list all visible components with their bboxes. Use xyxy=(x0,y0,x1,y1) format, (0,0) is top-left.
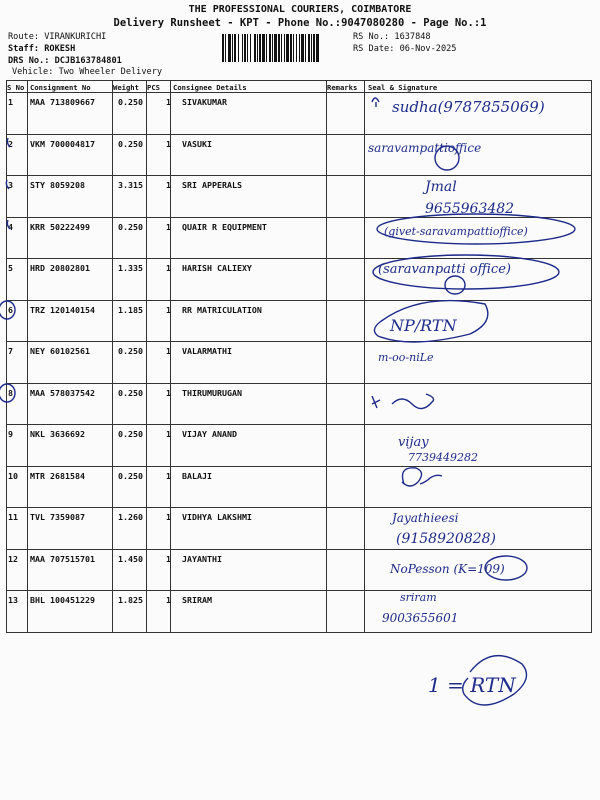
vehicle-label: Vehicle: Two Wheeler Delivery xyxy=(12,67,163,77)
cell-consignment: VKM 700004817 xyxy=(30,138,95,149)
barcode-bar xyxy=(290,34,292,62)
cell-consignee: JAYANTHI xyxy=(182,553,222,564)
row-divider xyxy=(6,549,592,550)
col-header-seal: Seal & Signature xyxy=(368,83,438,92)
cell-consignee: THIRUMURUGAN xyxy=(182,387,242,398)
footer-rtn-circle xyxy=(463,656,527,705)
cell-consignment: MAA 707515701 xyxy=(30,553,95,564)
route-label: Route: VIRANKURICHI xyxy=(8,32,107,42)
signature-3-phone: 9655963482 xyxy=(425,201,515,217)
company-name: THE PROFESSIONAL COURIERS, COIMBATORE xyxy=(188,4,412,15)
signature-2: saravampattioffice xyxy=(368,141,482,155)
row-divider xyxy=(6,466,592,467)
col-header-consignment: Consignment No xyxy=(30,83,91,92)
cell-sno: 9 xyxy=(8,429,13,439)
barcode-bar xyxy=(269,34,271,62)
cell-consignment: MTR 2681584 xyxy=(30,470,85,481)
cell-pcs: 1 xyxy=(166,263,171,273)
signature-4: (givet-saravampattioffice) xyxy=(384,225,528,238)
cell-consignee: SIVAKUMAR xyxy=(182,97,227,107)
cell-consignment: KRR 50222499 xyxy=(30,221,90,232)
cell-sno: 7 xyxy=(8,346,13,356)
barcode-bar xyxy=(284,34,285,62)
cell-consignment: TVL 7359087 xyxy=(30,512,85,522)
signature-12: NoPesson (K=109) xyxy=(390,562,505,576)
barcode-bar xyxy=(238,34,239,62)
row-divider xyxy=(6,175,592,176)
cell-consignee: SRI APPERALS xyxy=(182,180,242,190)
barcode-bar xyxy=(225,34,226,62)
signature-1: sudha(9787855069) xyxy=(392,98,545,116)
runsheet-table xyxy=(6,80,592,632)
col-header-consignee: Consignee Details xyxy=(173,83,247,92)
col-header-weight: Weight xyxy=(113,83,139,92)
signature-11-phone: (9158920828) xyxy=(396,531,496,547)
cell-pcs: 1 xyxy=(166,221,171,232)
cell-consignment: TRZ 120140154 xyxy=(30,304,95,315)
row-divider xyxy=(6,341,592,342)
cell-weight: 1.335 xyxy=(118,263,143,273)
cell-consignee: QUAIR R EQUIPMENT xyxy=(182,221,267,232)
row-divider xyxy=(6,632,592,633)
signature-3-name: Jmal xyxy=(425,179,457,195)
cell-pcs: 1 xyxy=(166,138,171,149)
barcode-bar xyxy=(242,34,243,62)
runsheet-title: Delivery Runsheet - KPT - Phone No.:9047080280 - Page No.:1 xyxy=(113,17,487,29)
cell-weight: 0.250 xyxy=(118,429,143,439)
row-divider xyxy=(6,134,592,135)
cell-pcs: 1 xyxy=(166,470,171,481)
cell-weight: 1.185 xyxy=(118,304,143,315)
row-divider xyxy=(6,217,592,218)
cell-weight: 0.250 xyxy=(118,346,143,356)
cell-sno: 11 xyxy=(8,512,18,522)
signature-5: (saravanpatti office) xyxy=(378,262,511,277)
barcode-bar xyxy=(296,34,297,62)
cell-sno: 1 xyxy=(8,97,13,107)
barcode-bar xyxy=(305,34,306,62)
cell-pcs: 1 xyxy=(166,304,171,315)
cell-weight: 3.315 xyxy=(118,180,143,190)
cell-consignee: VALARMATHI xyxy=(182,346,232,356)
cell-consignment: MAA 578037542 xyxy=(30,387,95,398)
cell-weight: 0.250 xyxy=(118,387,143,398)
row-divider xyxy=(6,424,592,425)
cell-weight: 0.250 xyxy=(118,97,143,107)
signature-9-name: vijay xyxy=(398,435,429,450)
cell-weight: 1.450 xyxy=(118,553,143,564)
cell-sno: 5 xyxy=(8,263,13,273)
signature-13-phone: 9003655601 xyxy=(382,611,459,625)
cell-pcs: 1 xyxy=(166,346,171,356)
cell-sno: 4 xyxy=(8,221,13,232)
signature-6: NP/RTN xyxy=(390,316,457,335)
barcode-bar xyxy=(257,34,258,62)
col-header-pcs: PCS xyxy=(147,83,160,92)
rs-number: RS No.: 1637848 xyxy=(353,32,431,42)
cell-pcs: 1 xyxy=(166,180,171,190)
barcode-bar xyxy=(286,34,289,62)
cell-consignment: NEY 60102561 xyxy=(30,346,90,356)
signature-9-phone: 7739449282 xyxy=(408,451,478,464)
row-divider xyxy=(6,590,592,591)
barcode-bar xyxy=(272,34,273,62)
cell-consignee: SRIRAM xyxy=(182,595,212,605)
barcode-bar xyxy=(274,34,277,62)
barcode-bar xyxy=(313,34,315,62)
cell-consignment: NKL 3636692 xyxy=(30,429,85,439)
cell-sno: 12 xyxy=(8,553,18,564)
cell-consignment: HRD 20802801 xyxy=(30,263,90,273)
barcode-bar xyxy=(244,34,246,62)
cell-pcs: 1 xyxy=(166,429,171,439)
signature-11-name: Jayathieesi xyxy=(392,511,459,525)
barcode-bar xyxy=(316,34,319,62)
cell-consignee: BALAJI xyxy=(182,470,212,481)
cell-weight: 0.250 xyxy=(118,138,143,149)
cell-consignee: VASUKI xyxy=(182,138,212,149)
barcode-bar xyxy=(262,34,265,62)
row-divider xyxy=(6,383,592,384)
cell-pcs: 1 xyxy=(166,595,171,605)
barcode-bar xyxy=(278,34,280,62)
barcode-bar xyxy=(250,34,251,62)
cell-consignment: BHL 100451229 xyxy=(30,595,95,605)
row-divider xyxy=(6,507,592,508)
cell-consignment: STY 8059208 xyxy=(30,180,85,190)
barcode-bar xyxy=(259,34,261,62)
barcode-bar xyxy=(222,34,224,62)
cell-weight: 1.260 xyxy=(118,512,143,522)
barcode-bar xyxy=(299,34,300,62)
barcode-bar xyxy=(311,34,312,62)
cell-sno: 2 xyxy=(8,138,13,149)
cell-consignment: MAA 713809667 xyxy=(30,97,95,107)
barcode-bar xyxy=(247,34,248,62)
row-divider xyxy=(6,300,592,301)
cell-sno: 3 xyxy=(8,180,13,190)
cell-sno: 13 xyxy=(8,595,18,605)
signature-13-name: sriram xyxy=(400,591,437,604)
barcode-bar xyxy=(228,34,231,62)
drs-number: DRS No.: DCJB163784801 xyxy=(8,56,122,66)
cell-consignee: VIJAY ANAND xyxy=(182,429,237,439)
row-divider xyxy=(6,258,592,259)
cell-weight: 0.250 xyxy=(118,470,143,481)
rs-date: RS Date: 06-Nov-2025 xyxy=(353,44,457,54)
barcode-bar xyxy=(266,34,267,62)
cell-sno: 6 xyxy=(8,304,13,315)
cell-sno: 10 xyxy=(8,470,18,481)
signature-7: m-oo-niLe xyxy=(378,351,434,364)
cell-pcs: 1 xyxy=(166,512,171,522)
cell-consignee: HARISH CALIEXY xyxy=(182,263,252,273)
barcode-bar xyxy=(234,34,236,62)
cell-sno: 8 xyxy=(8,387,13,398)
cell-weight: 1.825 xyxy=(118,595,143,605)
col-header-sno: S No xyxy=(7,83,25,92)
cell-consignee: RR MATRICULATION xyxy=(182,304,262,315)
col-header-remarks: Remarks xyxy=(327,83,358,92)
barcode-bar xyxy=(281,34,282,62)
barcode-bar xyxy=(308,34,310,62)
barcode-bar xyxy=(293,34,294,62)
cell-consignee: VIDHYA LAKSHMI xyxy=(182,512,252,522)
cell-pcs: 1 xyxy=(166,387,171,398)
cell-weight: 0.250 xyxy=(118,221,143,232)
staff-label: Staff: ROKESH xyxy=(8,44,76,54)
barcode-bar xyxy=(301,34,304,62)
barcode-bar xyxy=(232,34,233,62)
barcode-bar xyxy=(254,34,256,62)
cell-pcs: 1 xyxy=(166,553,171,564)
barcode-image xyxy=(222,34,348,62)
cell-pcs: 1 xyxy=(166,97,171,107)
footer-rtn-note: 1 = RTN xyxy=(428,673,516,697)
